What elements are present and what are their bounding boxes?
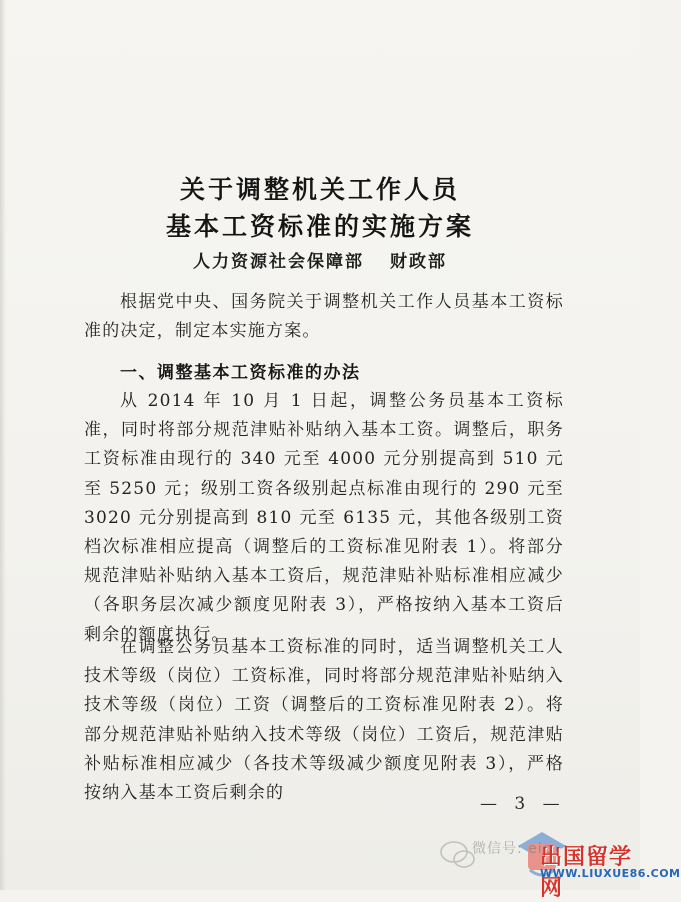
site-logo-text: 出国留学网 (540, 845, 633, 901)
document-issuers (0, 247, 640, 272)
issuer-1: 人力资源社会保障部 (193, 252, 364, 272)
document-title-line1: 关于调整机关工作人员 (179, 175, 460, 204)
section1-paragraph-1: 从 2014 年 10 月 1 日起，调整公务员基本工资标准，同时将部分规范津贴补贴纳入基本工资。调整后，职务工资标准由现行的 340 元至 4000 元分别提高到 510 元至 5250 元；级别工资各级别起点标准由现行的 290 元至 3020 元分别提高到 810 元至 6135 元，其他各级别工资档次标准相应提高（调整后的工资标准见附表 1）。将部分规范津贴补贴纳入基本工资后，规范津贴补贴标准相应减少（各职务层次减少额度见附表 3），严格按纳入基本工资后剩余的额度执行。 (84, 391, 564, 645)
section1-heading: 一、调整基本工资标准的办法 (120, 363, 361, 383)
section1-paragraph-2: 在调整公务员基本工资标准的同时，适当调整机关工人技术等级（岗位）工资标准，同时将部分规范津贴补贴纳入技术等级（岗位）工资（调整后的工资标准见附表 2）。将部分规范津贴补贴纳入技术等级（岗位）工资后，规范津贴补贴标准相应减少（各技术等级减少额度见附表 3），严格按纳入基本工资后剩余的 (84, 637, 564, 804)
document-title-line2: 基本工资标准的实施方案 (165, 212, 474, 241)
intro-paragraph: 根据党中央、国务院关于调整机关工作人员基本工资标准的决定，制定本实施方案。 (84, 292, 564, 342)
wechat-id-text: 微信号: eic (472, 841, 552, 857)
site-logo-url: WWW.LIUXUE86.COM (540, 867, 681, 880)
scan-edge (0, 0, 6, 890)
page-number: — 3 — (480, 794, 566, 814)
issuer-2: 财政部 (390, 252, 447, 272)
